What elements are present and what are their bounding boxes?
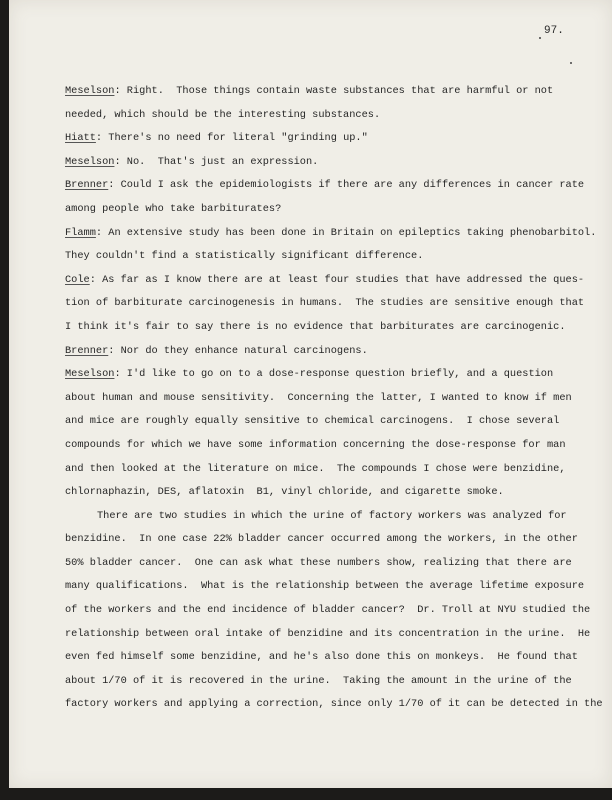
text-line: 50% bladder cancer. One can ask what these numbers show, realizing that there are xyxy=(65,556,572,569)
text-line: and then looked at the literature on mice. The compounds I chose were benzidine, xyxy=(65,462,566,475)
text-line: about human and mouse sensitivity. Concerning the latter, I wanted to know if men xyxy=(65,391,572,404)
text-line: tion of barbiturate carcinogenesis in humans. The studies are sensitive enough that xyxy=(65,297,585,310)
text-line: many qualifications. What is the relationship between the average lifetime exposure xyxy=(65,580,585,593)
text-line: I think it's fair to say there is no evidence that barbiturates are carcinogenic. xyxy=(65,320,566,333)
speaker-name: Flamm xyxy=(65,226,96,239)
text-line: needed, which should be the interesting substances. xyxy=(65,108,381,121)
text-line: Cole: As far as I know there are at least four studies that have addressed the ques- xyxy=(65,273,585,286)
page-number: 97. xyxy=(544,25,564,37)
speaker-name: Cole xyxy=(65,273,90,286)
document-page xyxy=(9,0,612,788)
text-line: even fed himself some benzidine, and he's also done this on monkeys. He found that xyxy=(65,651,578,664)
text-line: among people who take barbiturates? xyxy=(65,202,282,215)
speaker-name: Brenner xyxy=(65,344,109,357)
paper-speck xyxy=(570,62,572,64)
text-line: Hiatt: There's no need for literal "grinding up." xyxy=(65,132,368,145)
speaker-name: Meselson xyxy=(65,85,115,97)
text-line: Brenner: Could I ask the epidemiologists if there are any differences in cancer rate xyxy=(65,179,585,192)
text-line: benzidine. In one case 22% bladder cancer occurred among the workers, in the other xyxy=(65,533,578,546)
speaker-name: Hiatt xyxy=(65,132,96,145)
speaker-name: Meselson xyxy=(65,155,115,168)
text-line: factory workers and applying a correction, since only 1/70 of it can be detected in the xyxy=(65,698,603,711)
text-line: Flamm: An extensive study has been done in Britain on epileptics taking phenobarbitol. xyxy=(65,226,597,239)
paper-speck xyxy=(539,37,541,39)
transcript-body xyxy=(65,80,603,717)
text-line: relationship between oral intake of benzidine and its concentration in the urine. He xyxy=(65,627,591,640)
text-line: Brenner: Nor do they enhance natural carcinogens. xyxy=(65,344,368,357)
text-line: compounds for which we have some information concerning the dose-response for man xyxy=(65,438,566,451)
speaker-name: Brenner xyxy=(65,179,109,192)
text-line: chlornaphazin, DES, aflatoxin B1, vinyl chloride, and cigarette smoke. xyxy=(65,486,504,499)
speaker-name: Meselson xyxy=(65,368,115,381)
text-line: of the workers and the end incidence of bladder cancer? Dr. Troll at NYU studied the xyxy=(65,604,591,617)
text-line: about 1/70 of it is recovered in the urine. Taking the amount in the urine of the xyxy=(65,674,572,687)
text-line: Meselson: No. That's just an expression. xyxy=(65,155,319,168)
text-line: and mice are roughly equally sensitive to chemical carcinogens. I chose several xyxy=(65,415,560,428)
paragraph-first-line: There are two studies in which the urine of factory workers was analyzed for xyxy=(97,509,567,522)
text-line: Meselson: I'd like to go on to a dose-response question briefly, and a question xyxy=(65,368,554,381)
text-line: Meselson: Right. Those things contain waste substances that are harmful or not xyxy=(65,85,554,97)
text-line: They couldn't find a statistically significant difference. xyxy=(65,250,424,263)
